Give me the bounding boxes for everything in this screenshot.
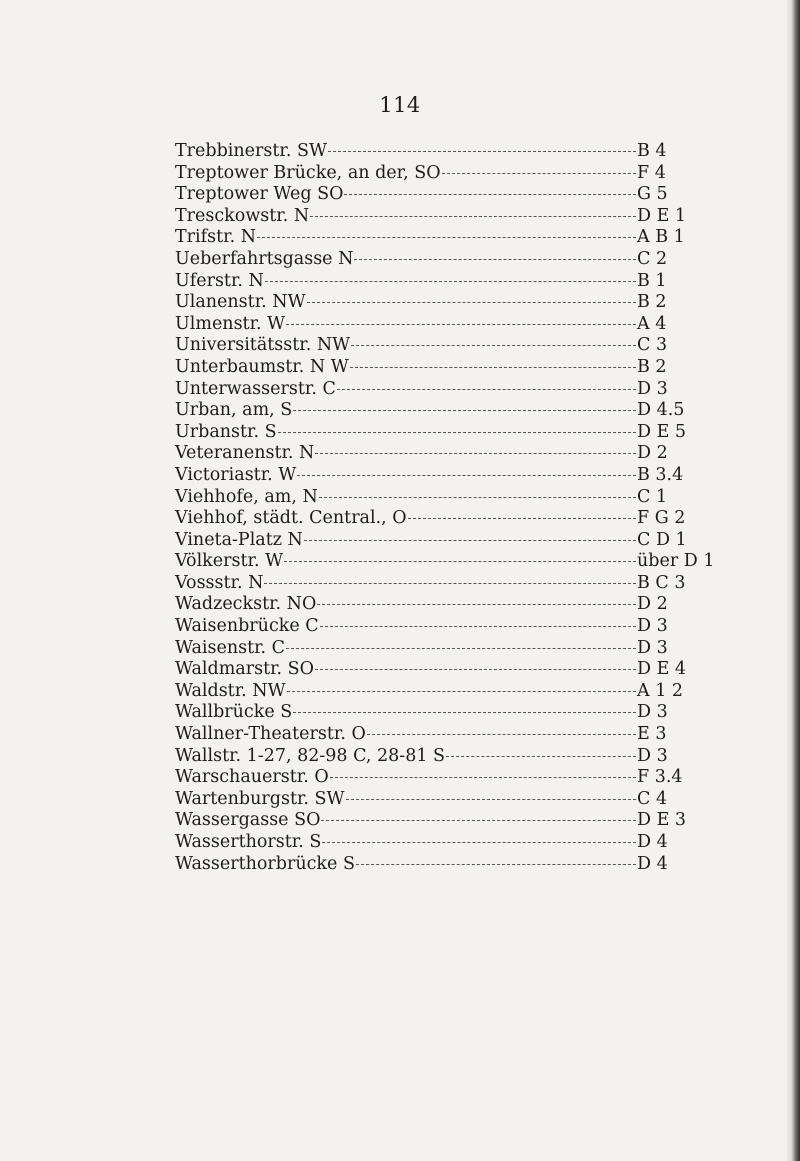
dot-leader — [293, 712, 636, 713]
street-name: Wadzeckstr. NO — [175, 594, 317, 615]
index-entry — [175, 508, 687, 530]
grid-reference: F G 2 — [637, 508, 686, 529]
index-entry — [175, 141, 687, 163]
street-name: Waldmarstr. SO — [175, 659, 315, 680]
dot-leader — [328, 151, 636, 152]
index-entry — [175, 594, 687, 616]
street-name: Waisenbrücke C — [175, 616, 319, 637]
grid-reference: F 4 — [637, 162, 666, 183]
grid-reference: C 3 — [637, 335, 668, 356]
street-name: Trifstr. N — [175, 227, 257, 248]
index-entry — [175, 530, 687, 552]
street-name: Viehhofe, am, N — [175, 486, 318, 507]
street-name: Vossstr. N — [175, 572, 264, 593]
dot-leader — [446, 756, 636, 757]
dot-leader — [264, 583, 636, 584]
street-name: Treptower Weg SO — [175, 184, 344, 205]
dot-leader — [297, 475, 636, 476]
grid-reference: D 4 — [637, 832, 668, 852]
grid-reference: D 2 — [637, 594, 668, 615]
dot-leader — [317, 604, 636, 605]
dot-leader — [367, 734, 636, 735]
index-entry — [175, 767, 687, 789]
grid-reference: B 2 — [637, 292, 667, 313]
dot-leader — [344, 194, 636, 195]
grid-reference: B 4 — [637, 141, 667, 161]
index-entry — [175, 335, 687, 357]
dot-leader — [307, 302, 636, 303]
grid-reference: A B 1 — [637, 227, 685, 248]
index-entry — [175, 206, 687, 228]
grid-reference: F 3.4 — [637, 767, 683, 788]
dot-leader — [408, 518, 636, 519]
grid-reference: D 4.5 — [637, 400, 685, 421]
dot-leader — [320, 626, 636, 627]
grid-reference: C 1 — [637, 486, 668, 507]
grid-reference: D 4 — [637, 853, 668, 874]
index-entry — [175, 465, 687, 487]
index-entry — [175, 659, 687, 681]
street-name: Wassergasse SO — [175, 810, 321, 831]
dot-leader — [315, 453, 636, 454]
dot-leader — [310, 216, 636, 217]
street-name: Waldstr. NW — [175, 680, 286, 701]
grid-reference: D E 1 — [637, 205, 687, 226]
grid-reference: D E 4 — [637, 659, 687, 680]
index-entry — [175, 184, 687, 206]
grid-reference: D 3 — [637, 616, 668, 637]
index-entry — [175, 638, 687, 660]
index-entry — [175, 681, 687, 703]
index-entry — [175, 357, 687, 379]
grid-reference: D E 5 — [637, 421, 687, 442]
dot-leader — [278, 432, 636, 433]
dot-leader — [337, 389, 636, 390]
street-name: Wallner-Theaterstr. O — [175, 724, 366, 745]
grid-reference: D 2 — [637, 443, 668, 464]
street-name: Trebbinerstr. SW — [175, 141, 327, 161]
grid-reference: D 3 — [637, 745, 668, 766]
dot-leader — [346, 799, 636, 800]
street-name: Wallbrücke S — [175, 702, 293, 723]
index-entry — [175, 789, 687, 811]
index-entry — [175, 249, 687, 271]
index-entry — [175, 702, 687, 724]
street-name: Unterwasserstr. C — [175, 378, 336, 399]
index-entry — [175, 854, 687, 876]
street-name: Urbanstr. S — [175, 421, 277, 442]
street-name: Ulmenstr. W — [175, 313, 286, 334]
index-entry — [175, 551, 715, 573]
grid-reference: D 3 — [637, 637, 668, 658]
dot-leader — [351, 345, 636, 346]
dot-leader — [319, 497, 636, 498]
street-name: Vineta-Platz N — [175, 529, 303, 550]
index-entry — [175, 422, 687, 444]
grid-reference: B 3.4 — [637, 464, 684, 485]
grid-reference: D 3 — [637, 702, 668, 723]
street-name: Wartenburgstr. SW — [175, 788, 345, 809]
grid-reference: B 2 — [637, 356, 667, 377]
dot-leader — [354, 259, 636, 260]
index-entry — [175, 292, 687, 314]
street-name: Universitätsstr. NW — [175, 335, 351, 356]
street-name: Unterbaumstr. N W — [175, 356, 349, 377]
index-entry — [175, 400, 687, 422]
street-name: Uferstr. N — [175, 270, 264, 291]
grid-reference: A 1 2 — [637, 680, 684, 701]
dot-leader — [293, 410, 636, 411]
street-name: Ulanenstr. NW — [175, 292, 306, 313]
grid-reference: B C 3 — [637, 572, 686, 593]
dot-leader — [322, 842, 636, 843]
page-edge-shadow — [786, 0, 800, 1161]
street-name: Wasserthorbrücke S — [175, 853, 355, 874]
grid-reference: B 1 — [637, 270, 667, 291]
index-entry — [175, 746, 687, 768]
street-name: Warschauerstr. O — [175, 767, 329, 788]
dot-leader — [304, 540, 636, 541]
index-entry — [175, 810, 687, 832]
street-name: Waisenstr. C — [175, 637, 286, 658]
index-entry — [175, 271, 687, 293]
dot-leader — [356, 864, 636, 865]
index-entry — [175, 832, 687, 854]
index-entry — [175, 443, 687, 465]
dot-leader — [265, 281, 636, 282]
grid-reference: C 4 — [637, 788, 668, 809]
street-name: Viehhof, städt. Central., O — [175, 508, 407, 529]
dot-leader — [284, 561, 636, 562]
index-entry — [175, 573, 687, 595]
street-name: Wasserthorstr. S — [175, 832, 322, 852]
dot-leader — [350, 367, 636, 368]
street-name: Völkerstr. W — [175, 551, 284, 572]
index-entry — [175, 616, 687, 638]
street-name: Ueberfahrtsgasse N — [175, 248, 354, 269]
street-name: Veteranenstr. N — [175, 443, 315, 464]
index-entry — [175, 379, 687, 401]
dot-leader — [286, 324, 636, 325]
grid-reference: über D 1 — [637, 551, 715, 572]
street-name: Tresckowstr. N — [175, 205, 310, 226]
page-number: 114 — [379, 93, 421, 117]
grid-reference: D E 3 — [637, 810, 687, 831]
grid-reference: G 5 — [637, 184, 668, 205]
street-name: Victoriastr. W — [175, 464, 297, 485]
index-entry — [175, 724, 687, 746]
index-entry — [175, 163, 687, 185]
street-name: Urban, am, S — [175, 400, 293, 421]
street-index-list — [175, 141, 715, 875]
grid-reference: E 3 — [637, 724, 667, 745]
street-name: Treptower Brücke, an der, SO — [175, 162, 441, 183]
grid-reference: C 2 — [637, 248, 668, 269]
dot-leader — [257, 237, 636, 238]
dot-leader — [321, 820, 636, 821]
grid-reference: C D 1 — [637, 529, 687, 550]
grid-reference: A 4 — [637, 313, 667, 334]
dot-leader — [330, 777, 636, 778]
dot-leader — [442, 173, 636, 174]
index-entry — [175, 487, 687, 509]
dot-leader — [287, 691, 636, 692]
dot-leader — [286, 648, 636, 649]
index-entry — [175, 227, 687, 249]
index-entry — [175, 314, 687, 336]
dot-leader — [315, 669, 636, 670]
grid-reference: D 3 — [637, 378, 668, 399]
street-name: Wallstr. 1-27, 82-98 C, 28-81 S — [175, 745, 446, 766]
